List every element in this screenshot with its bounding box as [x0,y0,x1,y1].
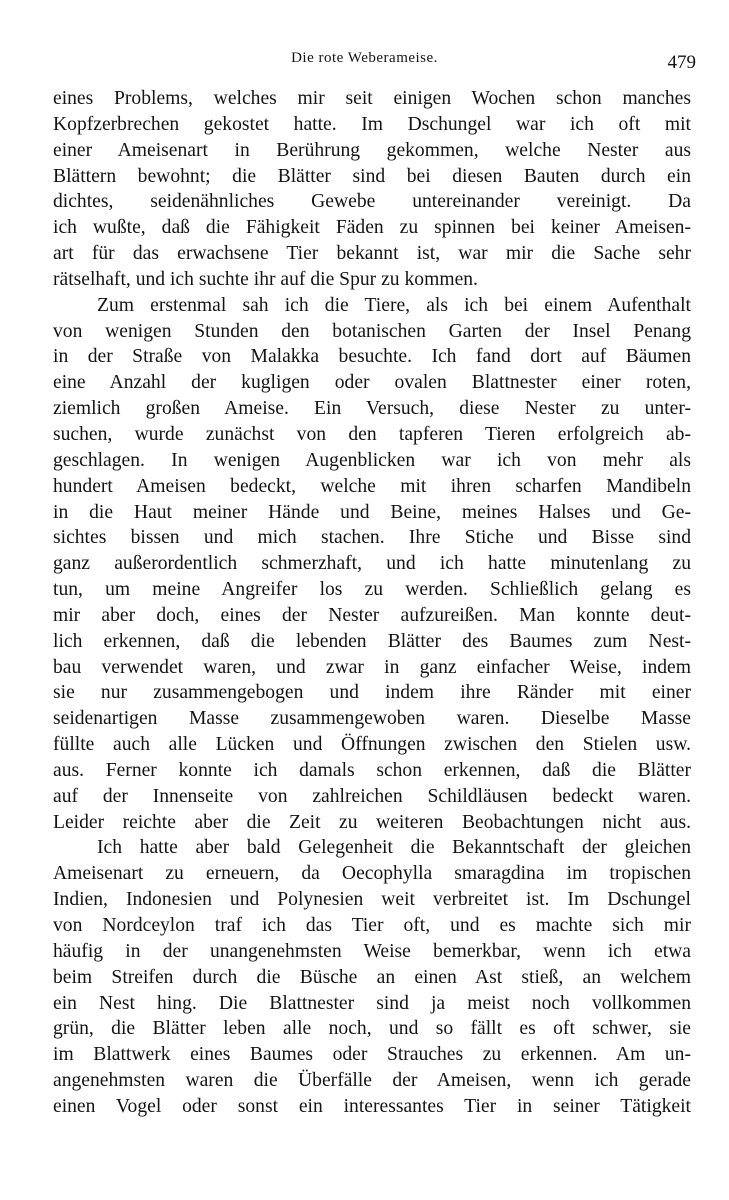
text-line: füllte auch alle Lücken und Öffnungen zwischen den Stielen usw. [53,734,691,756]
text-line: dichtes, seidenähnliches Gewebe untereinander vereinigt. Da [53,191,691,213]
text-line: häufig in der unangenehmsten Weise bemerkbar, wenn ich etwa [53,940,691,962]
text-line: angenehmsten waren die Überfälle der Ameisen, wenn ich gerade [53,1070,691,1092]
text-line: ganz außerordentlich schmerzhaft, und ich hatte minutenlang zu [53,553,691,575]
text-line: suchen, wurde zunächst von den tapferen Tieren erfolgreich ab- [53,423,691,445]
text-line: eines Problems, welches mir seit einigen Wochen schon manches [53,88,691,109]
text-line: Kopfzerbrechen gekostet hatte. Im Dschungel war ich oft mit [53,113,691,135]
text-line: bau verwendet waren, und zwar in ganz einfacher Weise, indem [53,656,691,678]
text-line: einen Vogel oder sonst ein interessantes Tier in seiner Tätigkeit [53,1095,691,1117]
text-line: mir aber doch, eines der Nester aufzureißen. Man konnte deut- [53,604,691,626]
running-title: Die rote Weberameise. [291,50,438,66]
text-line: beim Streifen durch die Büsche an einen Ast stieß, an welchem [53,966,691,988]
text-line: Ich hatte aber bald Gelegenheit die Bekanntschaft der gleichen [97,837,691,859]
text-line: Indien, Indonesien und Polynesien weit verbreitet ist. Im Dschungel [53,889,691,911]
text-line: von wenigen Stunden den botanischen Garten der Insel Penang [53,320,691,342]
text-line: grün, die Blätter leben alle noch, und so fällt es oft schwer, sie [53,1018,691,1040]
text-line: Blättern bewohnt; die Blätter sind bei diesen Bauten durch ein [53,165,691,187]
text-line: im Blattwerk eines Baumes oder Strauches zu erkennen. Am un- [53,1044,691,1066]
text-line: einer Ameisenart in Berührung gekommen, welche Nester aus [53,139,691,161]
page-number: 479 [667,52,696,73]
body-text [53,86,691,1120]
text-line: sichtes bissen und mich stachen. Ihre Stiche und Bisse sind [53,527,691,549]
text-line: geschlagen. In wenigen Augenblicken war ich von mehr als [53,449,691,471]
text-line: ein Nest hing. Die Blattnester sind ja meist noch vollkommen [53,992,691,1014]
text-line: Ameisenart zu erneuern, da Oecophylla smaragdina im tropischen [53,863,691,885]
text-line: aus. Ferner konnte ich damals schon erkennen, daß die Blätter [53,759,691,781]
text-line: von Nordceylon traf ich das Tier oft, und es machte sich mir [53,915,691,936]
text-line: auf der Innenseite von zahlreichen Schildläusen bedeckt waren. [53,785,691,807]
text-line: art für das erwachsene Tier bekannt ist, war mir die Sache sehr [53,243,691,265]
text-line: lich erkennen, daß die lebenden Blätter des Baumes zum Nest- [53,630,691,652]
text-line: hundert Ameisen bedeckt, welche mit ihren scharfen Mandibeln [53,475,691,497]
text-line: ich wußte, daß die Fähigkeit Fäden zu spinnen bei keiner Ameisen- [53,217,691,239]
text-line: Leider reichte aber die Zeit zu weiteren Beobachtungen nicht aus. [53,811,691,833]
text-line: tun, um meine Angreifer los zu werden. Schließlich gelang es [53,579,691,601]
text-line: sie nur zusammengebogen und indem ihre Ränder mit einer [53,682,691,704]
text-line: ziemlich großen Ameise. Ein Versuch, diese Nester zu unter- [53,398,691,420]
text-line: in der Straße von Malakka besuchte. Ich fand dort auf Bäumen [53,346,691,368]
text-line: eine Anzahl der kugligen oder ovalen Blattnester einer roten, [53,372,691,394]
text-line: in die Haut meiner Hände und Beine, meines Halses und Ge- [53,501,691,523]
page-header [0,48,729,72]
text-line: rätselhaft, und ich suchte ihr auf die Spur zu kommen. [53,268,478,290]
text-line: seidenartigen Masse zusammengewoben waren. Dieselbe Masse [53,708,691,730]
text-line: Zum erstenmal sah ich die Tiere, als ich bei einem Aufenthalt [97,294,691,316]
